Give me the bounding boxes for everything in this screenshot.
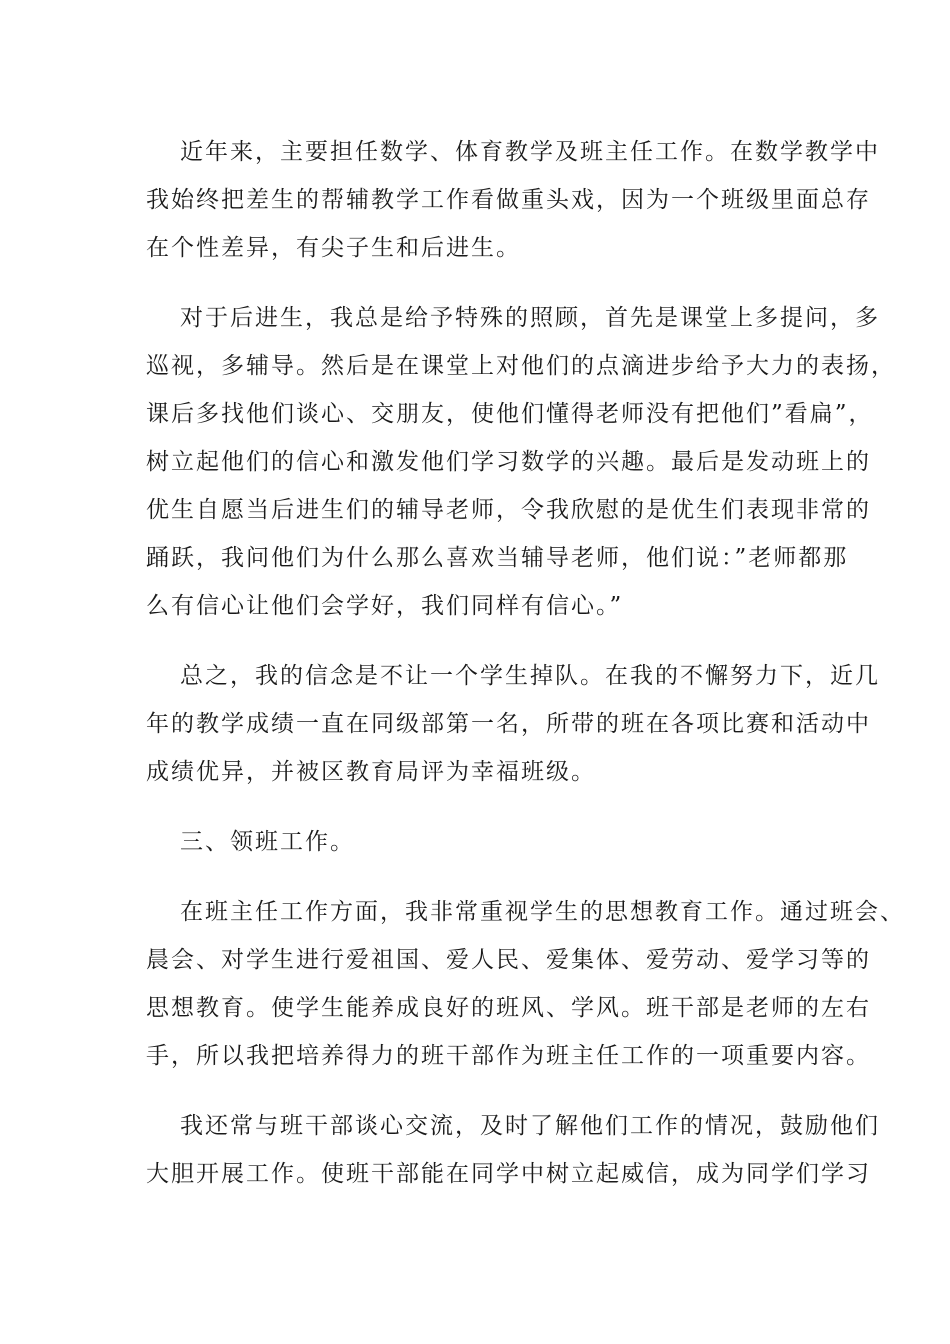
text-line: 我还常与班干部谈心交流，及时了解他们工作的情况，鼓励他们 xyxy=(180,1113,880,1139)
text-line: 大胆开展工作。使班干部能在同学中树立起威信，成为同学们学习 xyxy=(146,1161,871,1187)
paragraph-math-teaching xyxy=(146,128,880,272)
paragraph-class-cadres xyxy=(146,1102,880,1198)
text-line: 成绩优异，并被区教育局评为幸福班级。 xyxy=(146,759,596,785)
text-line: 晨会、对学生进行爱祖国、爱人民、爱集体、爱劳动、爱学习等的 xyxy=(146,947,871,973)
text-line: 在个性差异，有尖子生和后进生。 xyxy=(146,235,521,261)
paragraph-class-management xyxy=(146,888,905,1080)
section-heading xyxy=(146,818,846,866)
text-line: 优生自愿当后进生们的辅导老师，令我欣慰的是优生们表现非常的 xyxy=(146,497,871,523)
text-line: 在班主任工作方面，我非常重视学生的思想教育工作。通过班会、 xyxy=(180,899,905,925)
text-line: 树立起他们的信心和激发他们学习数学的兴趣。最后是发动班上的 xyxy=(146,449,871,475)
paragraph-struggling-students xyxy=(146,294,896,630)
text-line: 我始终把差生的帮辅教学工作看做重头戏，因为一个班级里面总存 xyxy=(146,187,871,213)
text-line: 踊跃，我问他们为什么那么喜欢当辅导老师，他们说：”老师都那 xyxy=(146,545,849,571)
heading-line: 三、领班工作。 xyxy=(180,829,355,855)
text-line: 总之，我的信念是不让一个学生掉队。在我的不懈努力下，近几 xyxy=(180,663,880,689)
document-body xyxy=(146,128,905,1220)
text-line: 近年来，主要担任数学、体育教学及班主任工作。在数学教学中 xyxy=(180,139,880,165)
text-line: 手，所以我把培养得力的班干部作为班主任工作的一项重要内容。 xyxy=(146,1043,871,1069)
paragraph-summary xyxy=(146,652,880,796)
text-line: 课后多找他们谈心、交朋友，使他们懂得老师没有把他们”看扁”， xyxy=(146,401,874,427)
text-line: 年的教学成绩一直在同级部第一名，所带的班在各项比赛和活动中 xyxy=(146,711,871,737)
text-line: 么有信心让他们会学好，我们同样有信心。” xyxy=(146,593,624,619)
text-line: 巡视，多辅导。然后是在课堂上对他们的点滴进步给予大力的表扬， xyxy=(146,353,896,379)
text-line: 对于后进生，我总是给予特殊的照顾，首先是课堂上多提问，多 xyxy=(180,305,880,331)
text-line: 思想教育。使学生能养成良好的班风、学风。班干部是老师的左右 xyxy=(146,995,871,1021)
